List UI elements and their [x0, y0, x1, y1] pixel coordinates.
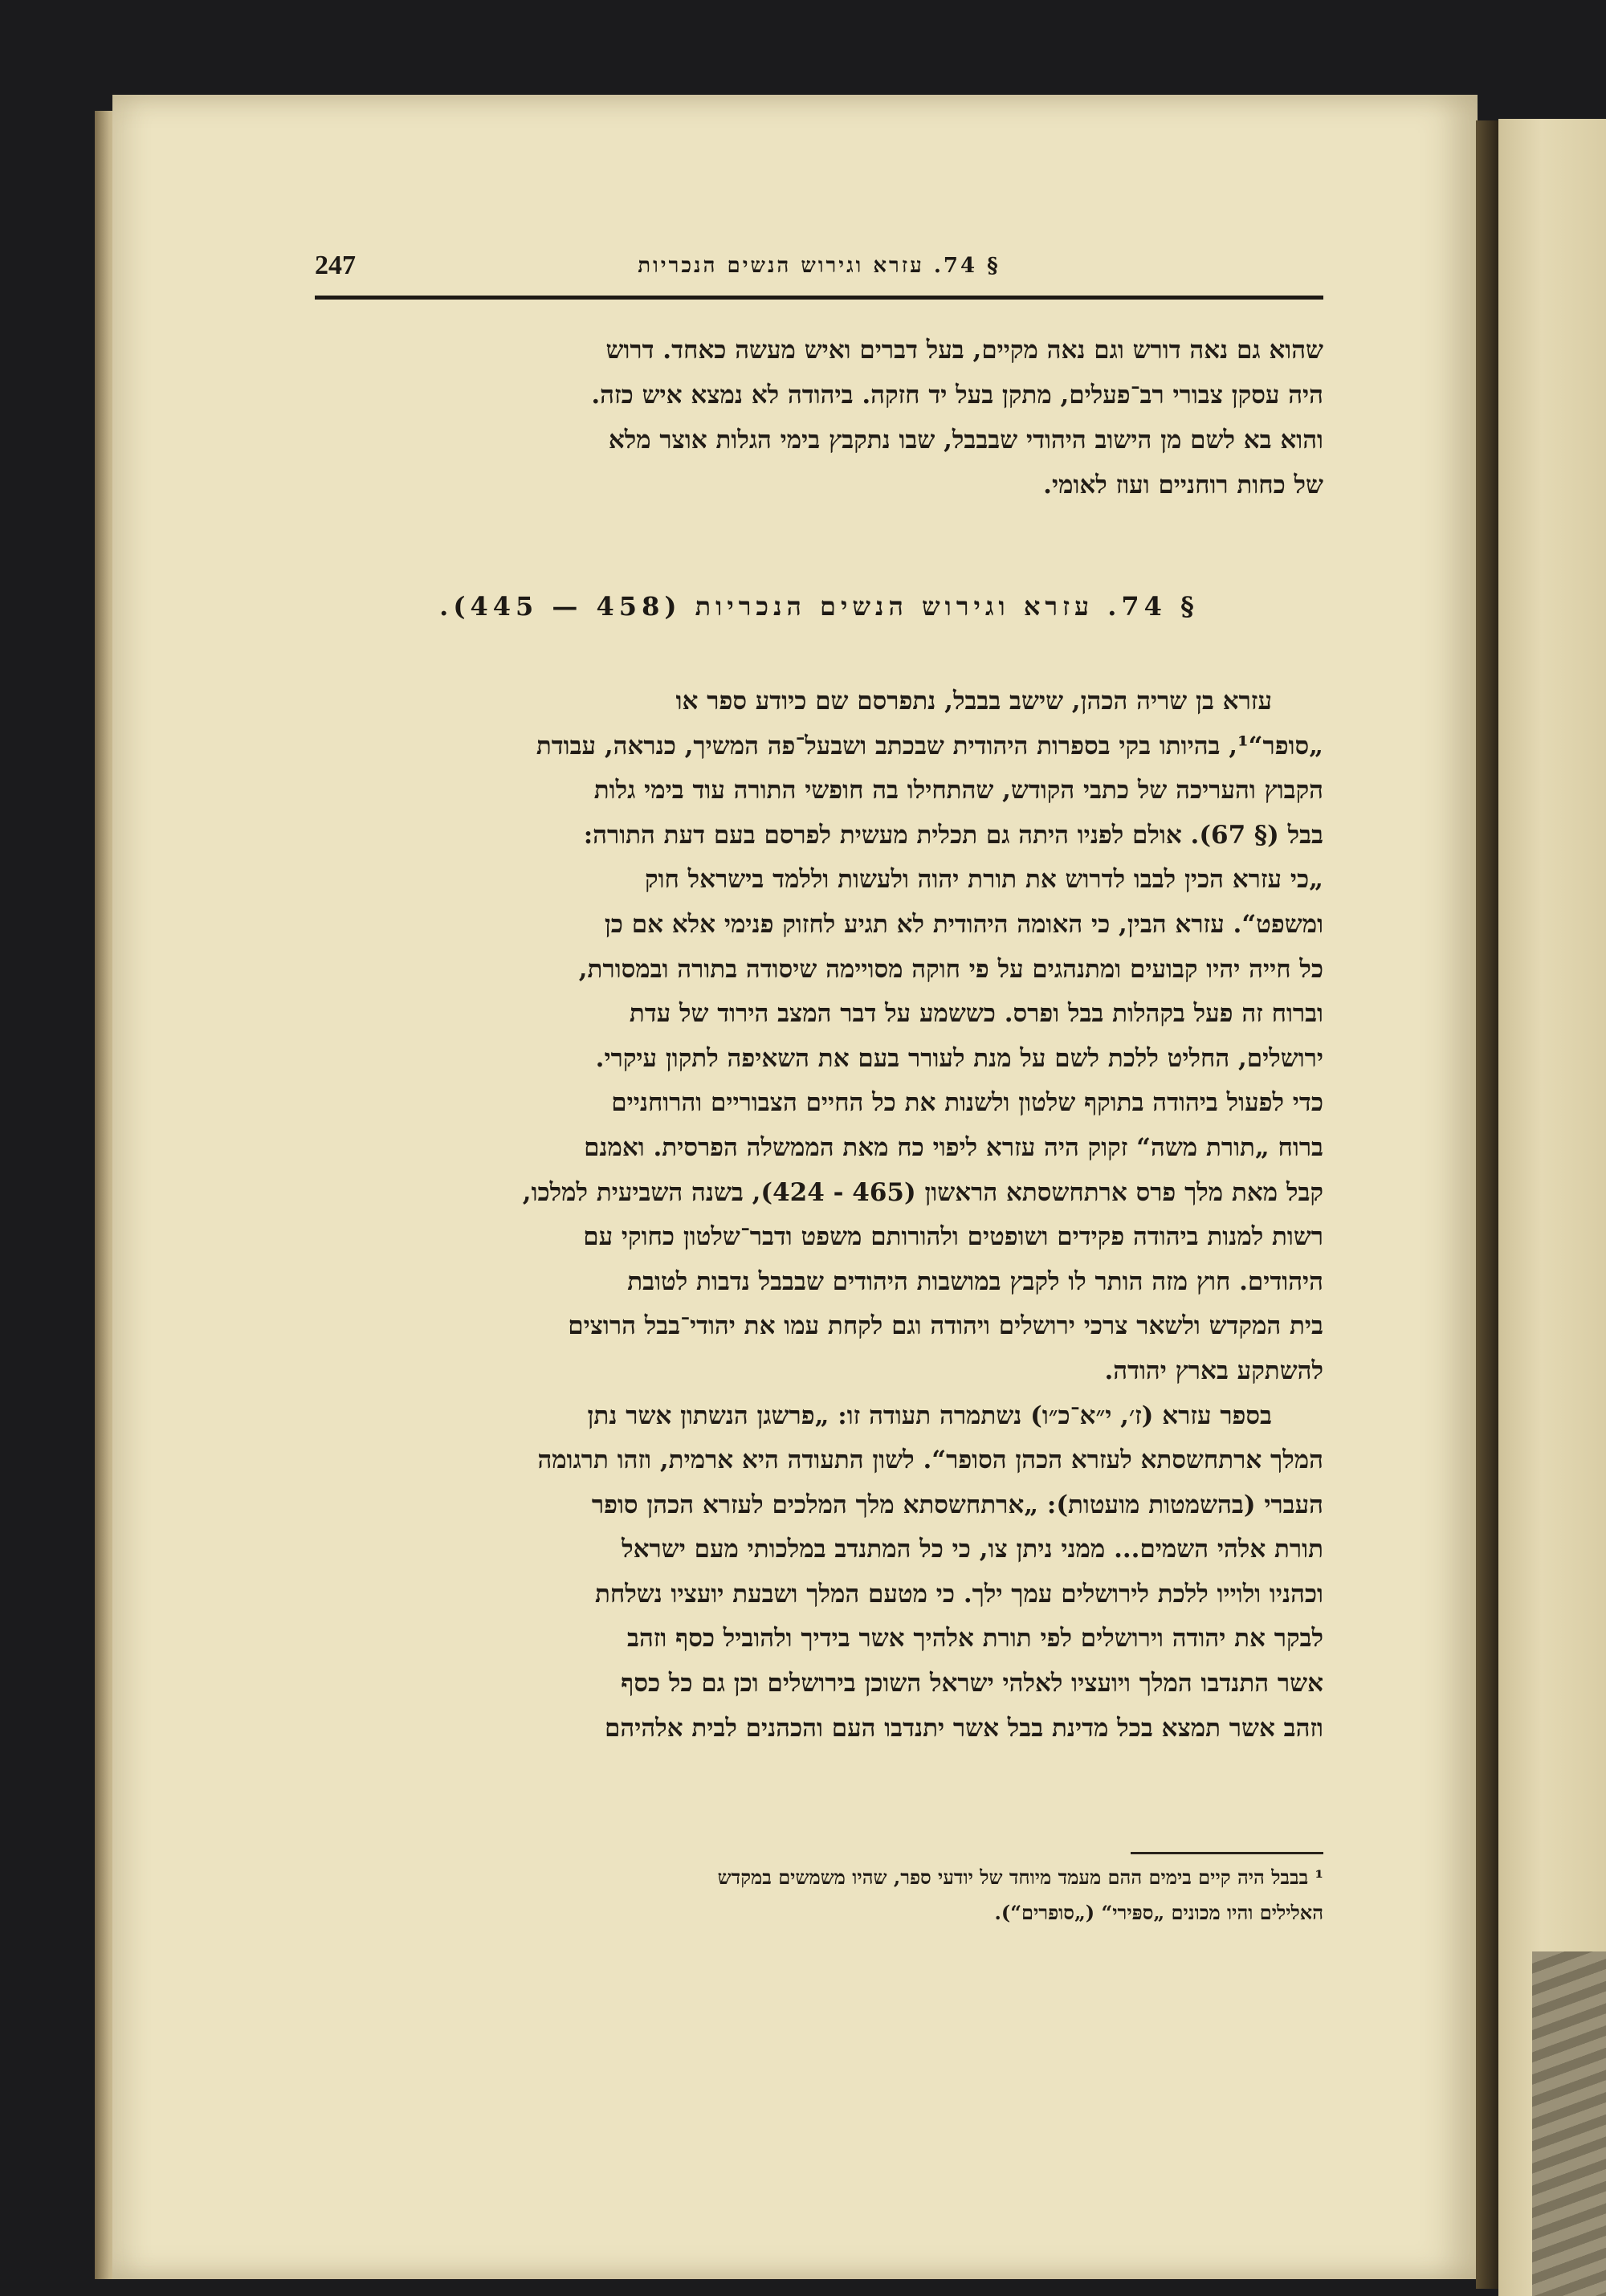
text-line: היהודים. חוץ מזה הותר לו לקבץ במושבות היהודים שבבבל נדבות לטובת [627, 1266, 1323, 1296]
text-line: בבל (§ 67). אולם לפניו היתה גם תכלית מעשית לפרסם בעם דעת התורה: [583, 820, 1323, 850]
text-line: „סופר“¹, בהיותו בקי בספרות היהודית שבכתב ושבעל־פה המשיך, כנראה, עבודת [536, 731, 1323, 761]
text-line: בספר עזרא (ז׳, י״א־כ״ו) נשתמרה תעודה זו: „פרשגן הנשתון אשר נתן [587, 1401, 1272, 1430]
footnote-line: ¹ בבבל היה קיים בימים ההם מעמד מיוחד של יודעי ספר, שהיו משמשים במקדש [717, 1866, 1323, 1889]
main-text [315, 679, 1323, 1751]
footnote-divider [1131, 1852, 1323, 1854]
text-line: היה עסקן צבורי רב־פעלים, מתקן בעל יד חזקה. ביהודה לא נמצא איש כזה. [591, 381, 1323, 410]
text-line: כל חייה יהיו קבועים ומתנהגים על פי חוקה מסויימה שיסודה בתורה ובמסורת, [578, 954, 1323, 984]
text-line: שהוא גם נאה דורש וגם נאה מקיים, בעל דברים ואיש מעשה כאחד. דרוש [605, 336, 1323, 365]
text-line: ירושלים, החליט ללכת לשם על מנת לעורר בעם את השאיפה לתקון עיקרי. [595, 1043, 1323, 1073]
text-line: לבקר את יהודה וירושלים לפי תורת אלהיך אשר בידיך ולהוביל כסף וזהב [627, 1624, 1323, 1654]
page-header [315, 247, 1323, 300]
text-line: הקבוץ והעריכה של כתבי הקודש, שהתחילו בה חופשי התורה עוד בימי גלות [593, 776, 1323, 805]
footnote [315, 1860, 1323, 1931]
text-line: וכהניו ולוייו ללכת לירושלים עמך ילך. כי מטעם המלך ושבעת יועציו נשלחת [594, 1579, 1323, 1609]
text-line: והוא בא לשם מן הישוב היהודי שבבבל, שבו נתקבץ בימי הגלות אוצר מלא [608, 426, 1323, 455]
text-line: „כי עזרא הכין לבבו לדרוש את תורת יהוה ולעשות וללמד בישראל חוק [645, 865, 1323, 895]
text-line: וברוח זה פעל בקהלות בבל ופרס. כששמע על דבר המצב הירוד של עדת [629, 999, 1323, 1029]
text-line: רשות למנות ביהודה פקידים ושופטים ולהורותם משפט ודבר־שלטון כחוקי עם [583, 1222, 1323, 1252]
text-line: עזרא בן שריה הכהן, שישב בבבל, נתפרסם שם כיודע ספר או [675, 687, 1272, 716]
intro-paragraph [315, 328, 1323, 508]
text-line: המלך ארתחשסתא לעזרא הכהן הסופר“. לשון התעודה היא ארמית, וזהו תרגומה [537, 1446, 1323, 1475]
footnote-line: האלילים והיו מכונים „ספּירי“ („סופרים“). [994, 1901, 1323, 1924]
text-line: וזהב אשר תמצא בכל מדינת בבל אשר יתנדבו העם והכהנים לבית אלהיהם [605, 1713, 1323, 1743]
text-line: תורת אלהי השמים... ממני ניתן צו, כי כל המתנדב במלכותי מעם ישראל [622, 1535, 1323, 1564]
page-number: 247 [315, 251, 356, 280]
text-line: אשר התנדבו המלך ויועציו לאלהי ישראל השוכן בירושלים וכן גם כל כסף [621, 1669, 1323, 1699]
bookmark-ribbon [1532, 1951, 1606, 2296]
section-heading: § 74. עזרא וגירוש הנשים הנכריות (458 — 445). [439, 591, 1199, 622]
text-line: ומשפט“. עזרא הבין, כי האומה היהודית לא תגיע לחזוק פנימי אלא אם כן [604, 909, 1323, 939]
text-line: קבל מאת מלך פרס ארתחשסתא הראשון (465 - 424), בשנה השביעית למלכו, [522, 1177, 1323, 1207]
book-gutter [1476, 120, 1498, 2289]
text-line: העברי (בהשמטות מועטות): „ארתחשסתא מלך המלכים לעזרא הכהן סופר [591, 1490, 1323, 1519]
text-line: של כחות רוחניים ועוז לאומי. [1043, 471, 1323, 500]
text-line: כדי לפעול ביהודה בתוקף שלטון ולשנות את כל החיים הצבוריים והרוחניים [611, 1088, 1323, 1118]
text-line: בית המקדש ולשאר צרכי ירושלים ויהודה וגם לקחת עמו את יהודי־בבל הרוצים [568, 1311, 1323, 1341]
text-line: להשתקע בארץ יהודה. [1104, 1356, 1323, 1385]
text-line: ברוח „תורת משה“ זקוק היה עזרא ליפוי כח מאת הממשלה הפרסית. ואמנם [584, 1132, 1323, 1162]
running-title: § 74. עזרא וגירוש הנשים הנכריות [638, 254, 1001, 278]
